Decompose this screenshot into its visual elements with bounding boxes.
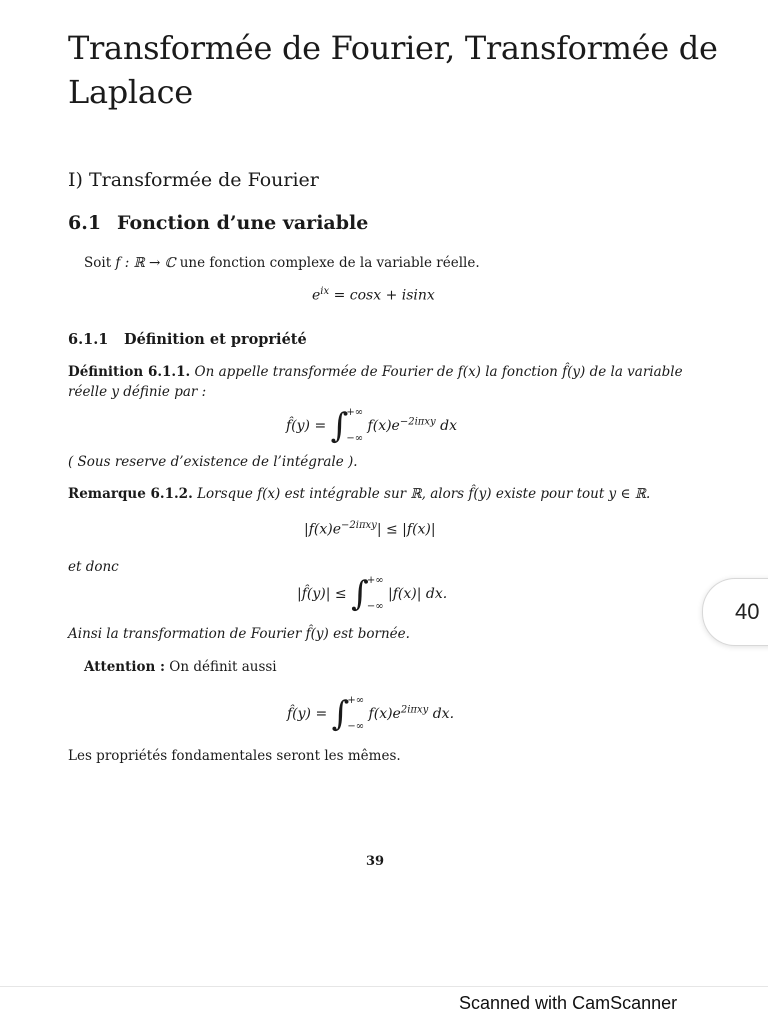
integrand-exponent: 2iπxy	[400, 704, 429, 716]
intro-map: f : ℝ → ℂ	[115, 255, 176, 271]
integrand: f(x)e	[368, 706, 401, 722]
existence-note: ( Sous reserve d’existence de l’intégrale ).	[68, 454, 358, 470]
formula-lhs: f̂(y) =	[287, 706, 328, 722]
attention-label: Attention :	[84, 659, 165, 675]
integral-limits	[347, 688, 364, 740]
inequality-2	[297, 568, 447, 620]
subsubsection-number: 6.1.1	[68, 331, 109, 348]
boundedness-conclusion: Ainsi la transformation de Fourier f̂(y) est bornée.	[68, 626, 410, 642]
definition-line-2: réelle y définie par :	[68, 384, 207, 400]
lower-limit: −∞	[346, 433, 364, 444]
remark-text: Lorsque f(x) est intégrable sur ℝ, alors f̂(y) existe pour tout y ∈ ℝ.	[197, 486, 651, 502]
remark-paragraph	[68, 486, 650, 502]
differential: dx	[440, 418, 457, 434]
integral-limits	[346, 400, 363, 452]
integral-sign-icon: ∫	[330, 406, 349, 446]
et-donc: et donc	[68, 559, 119, 575]
remark-label: Remarque 6.1.2.	[68, 486, 193, 502]
euler-formula	[312, 286, 435, 304]
euler-rhs: = cosx + isinx	[333, 287, 435, 304]
footer-divider	[0, 986, 768, 987]
formula-lhs: f̂(y) =	[286, 418, 327, 434]
definition-text: On appelle transformée de Fourier de f(x) la fonction f̂(y) de la variable	[194, 364, 683, 380]
intro-paragraph	[84, 255, 480, 271]
ineq2-rhs: |f(x)| dx.	[387, 586, 448, 602]
page-title: Transformée de Fourier, Transformée de Laplace	[68, 29, 718, 111]
integral-sign-icon: ∫	[351, 574, 369, 614]
lower-limit: −∞	[347, 721, 365, 732]
intro-suffix: une fonction complexe de la variable réelle.	[179, 255, 480, 271]
subsection-label: Fonction d’une variable	[117, 212, 369, 234]
integral-sign-icon: ∫	[331, 694, 350, 734]
differential: dx.	[432, 706, 455, 722]
scanner-watermark: Scanned with CamScanner	[459, 993, 678, 1013]
upper-limit: +∞	[366, 575, 384, 586]
inequality-1	[304, 520, 436, 538]
definition-line-1	[68, 364, 683, 380]
page-indicator-tab[interactable]	[702, 578, 768, 646]
inverse-sign-formula	[287, 688, 454, 740]
ineq2-lhs: |f̂(y)| ≤	[297, 586, 347, 602]
subsubsection-heading	[68, 331, 307, 348]
ineq1-right: | ≤ |f(x)|	[376, 521, 436, 538]
intro-prefix: Soit	[84, 255, 112, 271]
section-heading: I) Transformée de Fourier	[68, 169, 319, 191]
euler-exponent: ix	[320, 286, 330, 297]
lower-limit: −∞	[366, 601, 384, 612]
euler-base: e	[312, 287, 321, 304]
subsection-number: 6.1	[68, 212, 102, 234]
ineq1-left: |f(x)e	[304, 521, 342, 538]
upper-limit: +∞	[346, 407, 364, 418]
page-indicator-label: 40	[735, 599, 760, 624]
subsubsection-label: Définition et propriété	[124, 331, 307, 348]
definition-label: Définition 6.1.1.	[68, 364, 191, 380]
subsection-heading	[68, 212, 368, 234]
closing-paragraph: Les propriétés fondamentales seront les mêmes.	[68, 748, 401, 764]
attention-text: On définit aussi	[169, 659, 277, 675]
page-number: 39	[366, 854, 385, 869]
integral-limits	[367, 568, 384, 620]
fourier-transform-formula	[286, 400, 457, 452]
upper-limit: +∞	[347, 695, 365, 706]
attention-paragraph	[84, 659, 277, 675]
integrand-exponent: −2iπxy	[399, 416, 436, 428]
integrand: f(x)e	[367, 418, 400, 434]
ineq1-exponent: −2iπxy	[341, 520, 377, 531]
